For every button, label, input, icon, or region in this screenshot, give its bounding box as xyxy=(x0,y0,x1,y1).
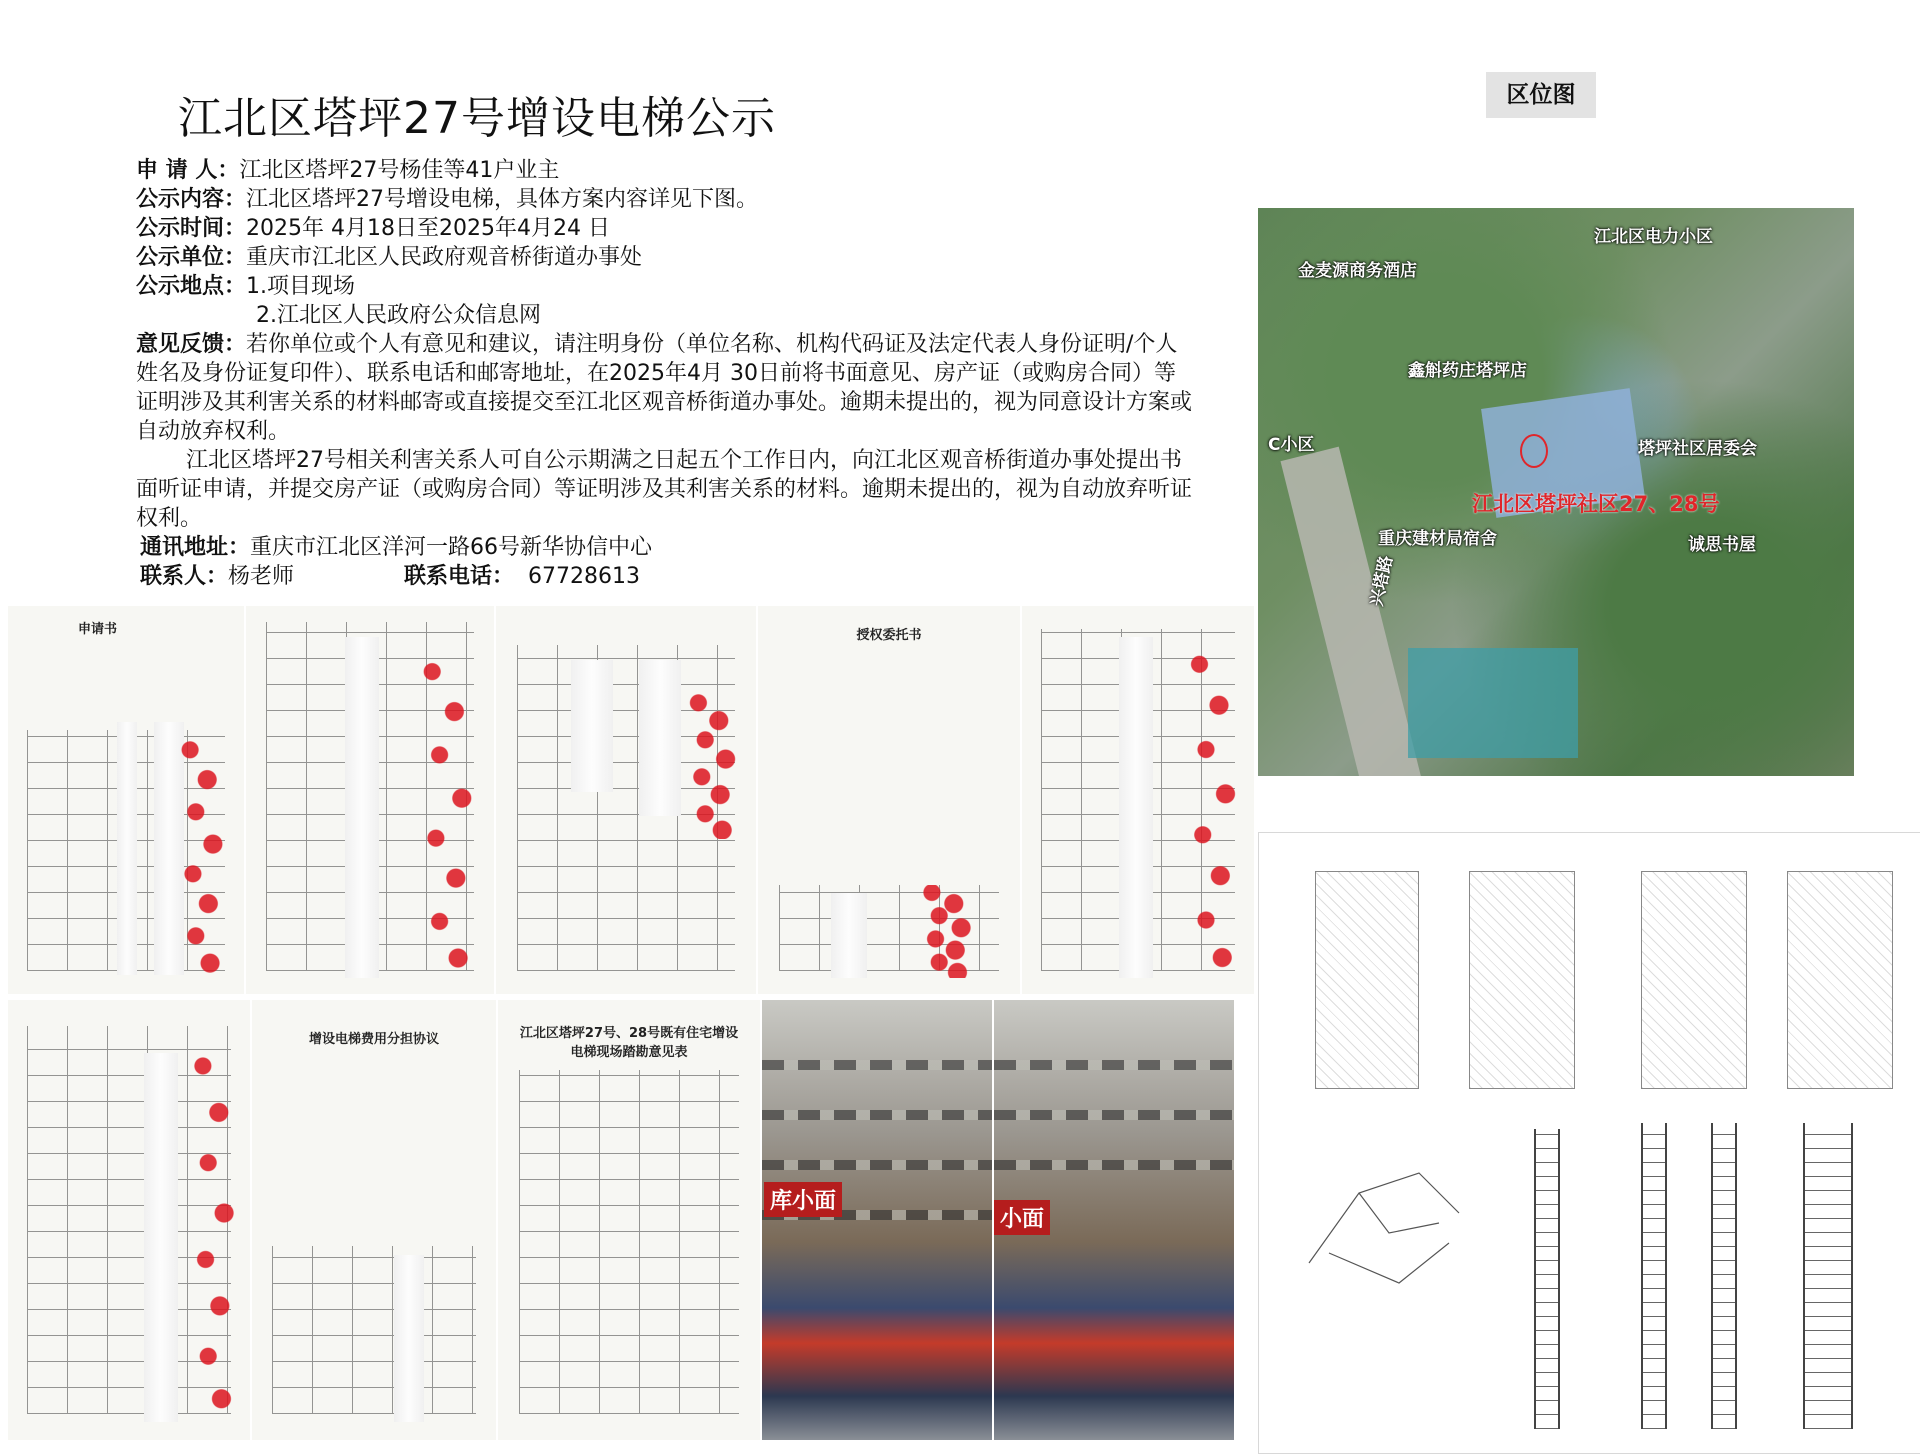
floor-plan-4 xyxy=(1787,871,1893,1089)
elevation-drawing-1 xyxy=(1534,1129,1560,1429)
map-label-c-district: C小区 xyxy=(1268,435,1315,455)
redacted-column xyxy=(571,660,613,792)
fingerprint-stamps xyxy=(187,1035,240,1422)
map-label-road: 兴塔路 xyxy=(1366,553,1398,609)
fingerprint-stamps xyxy=(173,730,230,978)
elevation-drawing-3 xyxy=(1711,1123,1737,1429)
feedback-paragraph xyxy=(136,330,1196,446)
unit-value: 重庆市江北区人民政府观音桥街道办事处 xyxy=(246,245,643,270)
hearing-paragraph: 江北区塔坪27号相关利害关系人可自公示期满之日起五个工作日内，向江北区观音桥街道办事处提出书面听证申请，并提交房产证（或购房合同）等证明涉及其利害关系的材料。逾期未提出的，视为自动放弃听证权利。 xyxy=(136,448,1193,531)
map-label-hotel: 金麦源商务酒店 xyxy=(1298,261,1417,281)
address-label: 通讯地址： xyxy=(140,535,251,560)
map-label-bookstore: 诚思书屋 xyxy=(1688,535,1756,555)
redacted-column xyxy=(394,1255,424,1422)
photo-signature-sheet-4 xyxy=(8,1000,250,1440)
table-lines xyxy=(272,1246,477,1413)
redacted-column xyxy=(639,660,681,815)
shop-sign: 库小面 xyxy=(764,1182,842,1217)
redacted-column xyxy=(144,1053,178,1423)
location-map xyxy=(1258,208,1854,776)
map-label-power-district: 江北区电力小区 xyxy=(1594,227,1713,247)
address-value: 重庆市江北区洋河一路66号新华协信中心 xyxy=(250,535,653,560)
elevation-drawing-4 xyxy=(1803,1123,1853,1429)
feedback-label: 意见反馈： xyxy=(136,332,247,357)
content-row xyxy=(136,185,1196,214)
map-label: 区位图 xyxy=(1486,72,1596,118)
map-target-marker-icon xyxy=(1520,434,1548,468)
notice-info xyxy=(136,156,1196,591)
photo-authorization-letter xyxy=(758,606,1020,994)
redacted-column xyxy=(831,893,867,978)
place-value-2: 2.江北区人民政府公众信息网 xyxy=(256,303,541,328)
photo-building-street-2 xyxy=(994,1000,1234,1440)
redacted-column xyxy=(345,637,379,978)
page-title: 江北区塔坪27号增设电梯公示 xyxy=(178,93,776,144)
elevation-drawing-2 xyxy=(1641,1123,1667,1429)
table-lines xyxy=(519,1070,739,1413)
floor-plan-2 xyxy=(1469,871,1575,1089)
fingerprint-stamps xyxy=(410,645,484,979)
map-label-community-office: 塔坪社区居委会 xyxy=(1638,439,1757,459)
time-row xyxy=(136,214,1196,243)
doc-heading: 增设电梯费用分担协议 xyxy=(308,1032,439,1047)
map-target-label: 江北区塔坪社区27、28号 xyxy=(1472,492,1720,516)
redacted-column xyxy=(117,722,137,974)
map-label-dormitory: 重庆建材局宿舍 xyxy=(1378,529,1497,549)
photo-signature-sheet-1 xyxy=(246,606,494,994)
place-row-2 xyxy=(136,301,1196,330)
shop-sign: 小面 xyxy=(994,1200,1050,1235)
phone-value: 67728613 xyxy=(528,564,641,589)
place-label: 公示地点： xyxy=(136,274,247,299)
photo-site-survey-form xyxy=(498,1000,760,1440)
doc-heading: 授权委托书 xyxy=(856,628,922,643)
phone-label: 联系电话： xyxy=(404,564,515,589)
fingerprint-stamps xyxy=(678,691,746,838)
elevator-design-drawings xyxy=(1258,832,1920,1454)
photo-building-street-1 xyxy=(762,1000,992,1440)
applicant-label: 申 请 人： xyxy=(136,158,240,183)
floor-plan-1 xyxy=(1315,871,1419,1089)
site-plan-drawing xyxy=(1299,1133,1469,1293)
content-value: 江北区塔坪27号增设电梯，具体方案内容详见下图。 xyxy=(246,187,759,212)
photo-signature-sheet-3 xyxy=(1022,606,1254,994)
contact-row xyxy=(136,562,1196,591)
unit-label: 公示单位： xyxy=(136,245,247,270)
feedback-value: 若你单位或个人有意见和建议，请注明身份（单位名称、机构代码证及法定代表人身份证明/个人姓名及身份证复印件）、联系电话和邮寄地址，在2025年4月 30日前将书面意见、房产证（或购房合同）等证明涉及其利害关系的材料邮寄或直接提交至江北区观音桥街道办事处。逾期未提出的，视为同意设计方案或自动放弃权利。 xyxy=(136,332,1193,444)
fingerprint-stamps xyxy=(1180,637,1245,978)
contact-label: 联系人： xyxy=(140,564,229,589)
photo-cost-sharing-agreement xyxy=(252,1000,496,1440)
fingerprint-stamps xyxy=(910,885,983,978)
applicant-row xyxy=(136,156,1196,185)
time-value: 2025年 4月18日至2025年4月24 日 xyxy=(246,216,610,241)
doc-heading: 江北区塔坪27号、28号既有住宅增设电梯现场踏勘意见表 xyxy=(519,1026,739,1060)
redacted-column xyxy=(1119,637,1153,978)
content-label: 公示内容： xyxy=(136,187,247,212)
photo-signature-sheet-2 xyxy=(496,606,756,994)
contact-value: 杨老师 xyxy=(228,564,295,589)
unit-row xyxy=(136,243,1196,272)
doc-heading: 申请书 xyxy=(78,622,118,637)
place-value-1: 1.项目现场 xyxy=(246,274,356,299)
place-row xyxy=(136,272,1196,301)
map-sports-court xyxy=(1408,648,1578,758)
time-label: 公示时间： xyxy=(136,216,247,241)
applicant-value: 江北区塔坪27号杨佳等41户业主 xyxy=(239,158,560,183)
floor-plan-3 xyxy=(1641,871,1747,1089)
address-row xyxy=(136,533,1196,562)
photo-application-form xyxy=(8,606,244,994)
map-label-pharmacy: 鑫斛药庄塔坪店 xyxy=(1408,361,1527,381)
